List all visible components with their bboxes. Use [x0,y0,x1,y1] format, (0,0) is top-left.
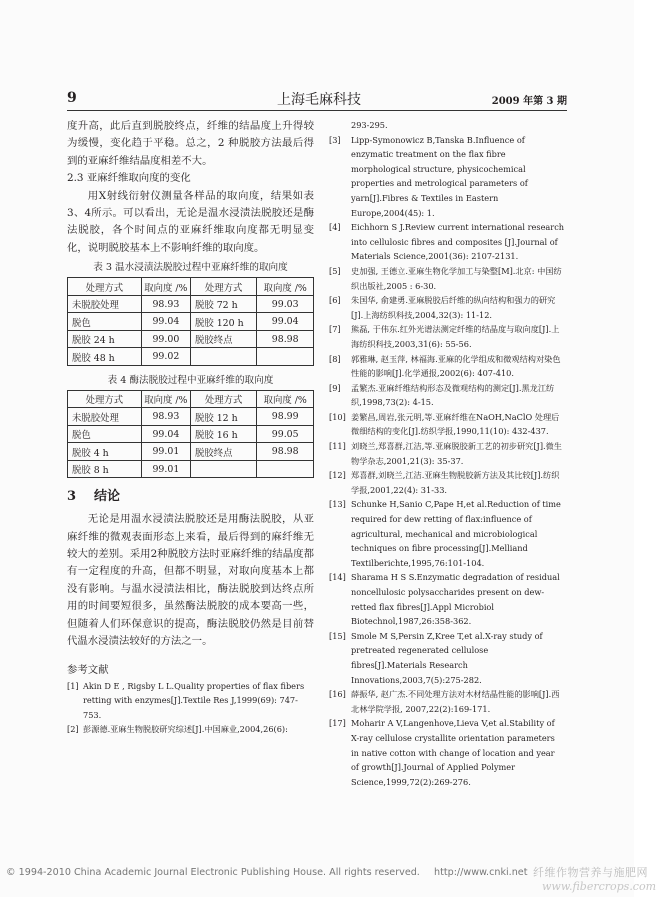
table3 [67,277,314,366]
reference-item [67,679,314,723]
reference-number: [14] [329,572,346,583]
reference-number: [16] [329,689,346,700]
table-row [68,330,314,348]
paragraph-crystallinity-end: 度升高，此后直到脱胶终点，纤维的结晶度上升得较为缓慢，变化趋于平稳。总之，2 种脱胶方法最后得到的亚麻纤维结晶度相差不大。 [67,120,314,167]
table-cell: 脱胶终点 [190,443,256,461]
reference-number: [4] [329,222,341,233]
table-cell [190,348,256,366]
reference-number: [3] [329,134,341,145]
reference-item [329,629,565,687]
footer-url: http://www.cnki.net [434,867,528,878]
reference-text: 刘晓兰,郑喜群,江洁,等.亚麻脱胶新工艺的初步研究[J].微生物学杂志,2001,21(3): 35-37. [351,441,562,466]
reference-number [329,118,351,133]
reference-text: Lipp-Symonowicz B,Tanska B.Influence of enzymatic treatment on the flax fibre morphological structure, physicochemical properties and metrological parameters of yarn[J].Fibres & Textiles in Eastern Europe,2004(45): 1. [351,134,528,218]
reference-text: 熊磊, 于伟东.红外光谱法测定纤维的结晶度与取向度[J].上海纺织科技,2003,31(6): 55-56. [351,324,560,349]
reference-text: Moharir A V,Langenhove,Lieva V,et al.Stability of X-ray cellulose crystallite orientation parameters in native cotton with change of location and year of growth[J].Journal of Applied Polymer Science,1999,72(2):269-276. [351,718,555,787]
table-cell: 未脱胶处理 [68,408,142,426]
reference-item [329,687,565,716]
reference-text: 彭源德.亚麻生物脱胶研究综述[J].中国麻业,2004,26(6): [83,724,288,735]
reference-text: 293-295. [351,120,388,130]
reference-number: [6] [329,295,341,306]
reference-item [329,439,565,468]
table-cell: 99.00 [141,330,190,348]
table-cell: 98.93 [141,408,190,426]
table-cell: 98.98 [257,330,314,348]
reference-item [329,381,565,410]
reference-number: [5] [329,265,341,276]
reference-number: [11] [329,441,346,452]
journal-title: 上海毛麻科技 [277,92,361,108]
table-cell: 脱胶终点 [190,330,256,348]
table-cell: 99.03 [257,295,314,313]
reference-text: 史加强, 王德立.亚麻生物化学加工与染整[M].北京: 中国纺织出版社,2005 : 6-30. [351,265,562,291]
reference-number: [10] [329,411,346,422]
section-number: 3 [67,489,77,505]
reference-text: 郭雅琳, 赵玉萍, 林福海.亚麻的化学组成和微观结构对染色性能的影响[J].化学通报,2002(6): 407-410. [351,353,561,379]
table-cell: 脱胶 120 h [190,313,256,331]
reference-number: [2] [67,724,79,735]
table-cell: 脱胶 72 h [190,295,256,313]
table-cell: 脱色 [68,425,142,443]
reference-item [329,468,565,497]
table-header-cell: 处理方式 [68,390,142,408]
section-title: 结论 [94,489,121,505]
table-cell: 99.01 [141,443,190,461]
reference-number: [17] [329,718,346,729]
reference-number: [15] [329,630,346,641]
reference-item [329,293,565,322]
table-row [68,313,314,331]
table-cell: 脱胶 12 h [190,408,256,426]
reference-item [329,352,565,381]
paragraph-conclusion: 无论是用温水浸渍法脱胶还是用酶法脱胶，从亚麻纤维的微观表面形态上来看，最后得到的麻纤维无较大的差别。采用2种脱胶方法时亚麻纤维的结晶度都有一定程度的升高，但都不明显，对取向度基本上都没有影响。与温水浸渍法相比，酶法脱胶到达终点所用的时间要短很多，虽然酶法脱胶的成本要高一些，但随着人们环保意识的提高，酶法脱胶仍然是目前替代温水浸渍法较好的方法之一。 [67,513,314,648]
table-row [68,295,314,313]
reference-number: [8] [329,353,341,364]
table-cell: 99.01 [141,460,190,478]
table-cell: 99.04 [141,425,190,443]
table-row [68,408,314,426]
table-cell: 脱色 [68,313,142,331]
table-header-cell: 处理方式 [190,278,256,296]
reference-text: Schunke H,Sanio C,Pape H,et al.Reduction of time required for dew retting of flax:influence of agricultural, mechanical and microbiological techniques on fibre processing[J].Melliand Textilberichte,1995,76:101-104. [351,499,561,568]
reference-number: [7] [329,324,341,335]
table-header-cell: 取向度 /% [141,390,190,408]
table-cell: 脱胶 8 h [68,460,142,478]
table-cell: 脱胶 24 h [68,330,142,348]
table3-caption: 表 3 温水浸渍法脱胶过程中亚麻纤维的取向度 [93,262,288,274]
right-column [329,118,565,789]
table-row [68,443,314,461]
table-row [68,460,314,478]
reference-item [329,220,565,264]
reference-item [329,410,565,439]
table-cell: 脱胶 16 h [190,425,256,443]
table-cell: 98.93 [141,295,190,313]
table-cell: 98.98 [257,443,314,461]
table-cell [257,348,314,366]
table-cell: 99.04 [257,313,314,331]
table-header-cell: 处理方式 [190,390,256,408]
table4-caption: 表 4 酶法脱胶过程中亚麻纤维的取向度 [107,374,274,386]
table-cell: 脱胶 48 h [68,348,142,366]
table-cell: 未脱胶处理 [68,295,142,313]
reference-text: Smole M S,Persin Z,Kree T,et al.X-ray study of pretreated regenerated cellulose fibres[J].Materials Research Innovations,2003,7(5):275-282. [351,630,543,685]
reference-item [329,322,565,351]
subsection-heading-orientation: 2.3 亚麻纤维取向度的变化 [67,172,191,185]
table4-header-row [68,390,314,408]
table-cell: 99.02 [141,348,190,366]
reference-item [329,264,565,293]
table-cell [257,460,314,478]
left-column [67,118,314,737]
reference-item [67,722,314,737]
reference-number: [12] [329,470,346,481]
reference-text: Akin D E , Rigsby L L.Quality properties of flax fibers retting with enzymes[J].Textile Res J,1999(69): 747-753. [83,680,305,720]
header-rule [67,110,567,111]
page-number: 9 [67,90,77,106]
reference-item [329,716,565,789]
paragraph-orientation: 用X射线衍射仪测量各样品的取向度，结果如表3、4所示。可以看出，无论是温水浸渍法脱胶还是酶法脱胶，各个时间点的亚麻纤维取向度都无明显变化，说明脱胶基本上不影响纤维的取向度。 [67,189,314,254]
reference-number: [1] [67,680,79,691]
table-cell: 99.05 [257,425,314,443]
table-row [68,348,314,366]
reference-text: 薛振华, 赵广杰.不同处理方法对木材结晶性能的影响[J].西北林学院学报, 2007,22(2):169-171. [351,689,560,714]
reference-text: 孟繁杰.亚麻纤维结构形态及微观结构的测定[J].黑龙江纺织,1998,73(2): 4-15. [351,382,555,408]
reference-text: 朱国华, 俞建勇.亚麻脱胶后纤维的纵向结构和强力的研究[J].上海纺织科技,2004,32(3): 11-12. [351,295,556,320]
table-header-cell: 处理方式 [68,278,142,296]
running-header [67,88,567,110]
reference-text: 姜繁昌,周岩,张元明,等.亚麻纤维在NaOH,NaClO 处理后微细结构的变化[J].纺织学报,1990,11(10): 432-437. [351,411,560,437]
table4 [67,390,314,479]
reference-number: [13] [329,499,346,510]
table-cell: 脱胶 4 h [68,443,142,461]
section-heading-conclusion [67,488,314,505]
reference-item [329,497,565,570]
reference-text: Eichhorn S J.Review current international research into cellulosic fibres and composites [J].Journal of Materials Science,2001(36): 2107-2131. [351,222,565,262]
reference-number: [9] [329,382,341,393]
table-cell: 99.04 [141,313,190,331]
watermark-url: www.fibercrops.com [542,880,656,893]
table3-header-row [68,278,314,296]
table-cell [190,460,256,478]
reference-text: 郑喜群,刘晓兰,江洁.亚麻生物脱胶新方法及其比较[J].纺织学报,2001,22(4): 31-33. [351,470,560,495]
table-header-cell: 取向度 /% [257,390,314,408]
issue-label: 2009 年第 3 期 [491,96,567,107]
table-row [68,425,314,443]
copyright-footer: © 1994-2010 China Academic Journal Electronic Publishing House. All rights reserved. [6,867,420,878]
table-header-cell: 取向度 /% [257,278,314,296]
reference-item [329,133,565,221]
watermark-chinese: 纤维作物营养与施肥网 [533,866,648,879]
references-heading: 参考文献 [67,663,109,676]
reference-item [329,118,565,133]
table-cell: 98.99 [257,408,314,426]
table-header-cell: 取向度 /% [141,278,190,296]
reference-text: Sharama H S S.Enzymatic degradation of residual noncellulosic polysaccharides present on dew-retted flax fibres[J].Appl Microbiol Biotechnol,1987,26:358-362. [351,572,560,627]
reference-item [329,570,565,628]
